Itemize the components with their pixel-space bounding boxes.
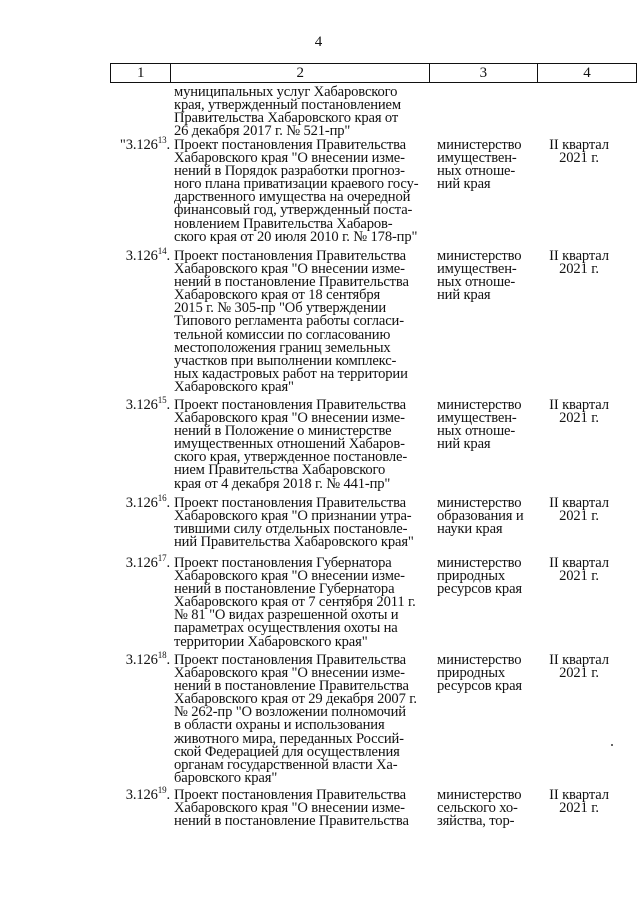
table-row (0, 493, 637, 557)
item-term: II квартал 2021 г. (549, 555, 609, 585)
item-responsible: министерство сельского хо- зяйства, тор- (437, 787, 522, 830)
column-header-3: 3 (429, 64, 537, 83)
scan-speck (611, 744, 613, 746)
item-description: Проект постановления Правительства Хабаровского края "О признании утра- тившими силу отдельных постановле- ний Правительства Хабаровского края" (174, 495, 414, 551)
table-row (0, 135, 637, 250)
column-header-4: 4 (537, 64, 636, 83)
plan-table-body (0, 86, 637, 834)
item-term: II квартал 2021 г. (549, 248, 609, 278)
page-number: 4 (314, 34, 323, 50)
item-responsible: министерство образования и науки края (437, 495, 524, 538)
column-header-2: 2 (171, 64, 429, 83)
item-description: Проект постановления Правительства Хабаровского края "О внесении изме- нений в постановление Правительства Хабаровского края от 18 сентября 2015 г. № 305-пр "Об утверждении Типового регламента работы согласи- тельной комиссии по согласованию местоположения границ земельных участков при выполнении комплекс- ных кадастровых работ на территории Хабаровского края" (174, 248, 409, 395)
item-description: Проект постановления Правительства Хабаровского края "О внесении изме- нений в Порядок разработки прогноз- ного плана приватизации краевого госу- дарственного имущества на очередной финансовый год, утвержденный поста- новлением Правительства Хабаров- ского края от 20 июля 2010 г. № 178-пр" (174, 137, 419, 245)
table-row (0, 246, 637, 399)
item-number: 3.126$^{17}$. (125, 553, 170, 571)
table-row (0, 86, 637, 139)
item-description: Проект постановления Правительства Хабаровского края "О внесении изме- нений в Положение о министерстве имущественных отношений Хабаров- ского края, утвержденное постановле- нием Правительства Хабаровского края от 4 декабря 2018 г. № 441-пр" (174, 397, 408, 492)
item-number: "3.126$^{13}$. (119, 135, 170, 153)
item-term: II квартал 2021 г. (549, 495, 609, 525)
column-header-row (110, 63, 637, 83)
table-row (0, 650, 637, 789)
column-header-1: 1 (111, 64, 171, 83)
item-responsible: министерство природных ресурсов края (437, 555, 522, 598)
table-row (0, 785, 637, 834)
table-row (0, 553, 637, 654)
item-description: муниципальных услуг Хабаровского края, утвержденный постановлением Правительства Хабаровского края от 26 декабря 2017 г. № 521-пр" (174, 84, 401, 140)
item-number: 3.126$^{19}$. (125, 785, 170, 803)
item-responsible: министерство имуществен- ных отноше- ний края (437, 137, 522, 193)
item-responsible: министерство природных ресурсов края (437, 652, 522, 695)
item-term: II квартал 2021 г. (549, 787, 609, 817)
item-number: 3.126$^{16}$. (125, 493, 170, 511)
item-description: Проект постановления Правительства Хабаровского края "О внесении изме- нений в постановление Правительства (174, 787, 409, 830)
item-term: II квартал 2021 г. (549, 137, 609, 167)
item-term: II квартал 2021 г. (549, 652, 609, 682)
item-description: Проект постановления Правительства Хабаровского края "О внесении изме- нений в постановление Правительства Хабаровского края от 29 декабря 2007 г. № 262-пр "О возложении полномочий в области охраны и использования животного мира, переданных Россий- ской Федерацией для осуществления органам государственной власти Ха- баровского края" (174, 652, 417, 786)
item-number: 3.126$^{15}$. (125, 395, 170, 413)
item-responsible: министерство имуществен- ных отноше- ний края (437, 248, 522, 304)
item-number: 3.126$^{18}$. (125, 650, 170, 668)
item-description: Проект постановления Губернатора Хабаровского края "О внесении изме- нений в постановление Губернатора Хабаровского края от 7 сентября 2011 г. № 81 "О видах разрешенной охоты и параметрах осуществления охоты на территории Хабаровского края" (174, 555, 416, 650)
item-responsible: министерство имуществен- ных отноше- ний края (437, 397, 522, 453)
item-number: 3.126$^{14}$. (125, 246, 170, 264)
item-term: II квартал 2021 г. (549, 397, 609, 427)
table-row (0, 395, 637, 497)
